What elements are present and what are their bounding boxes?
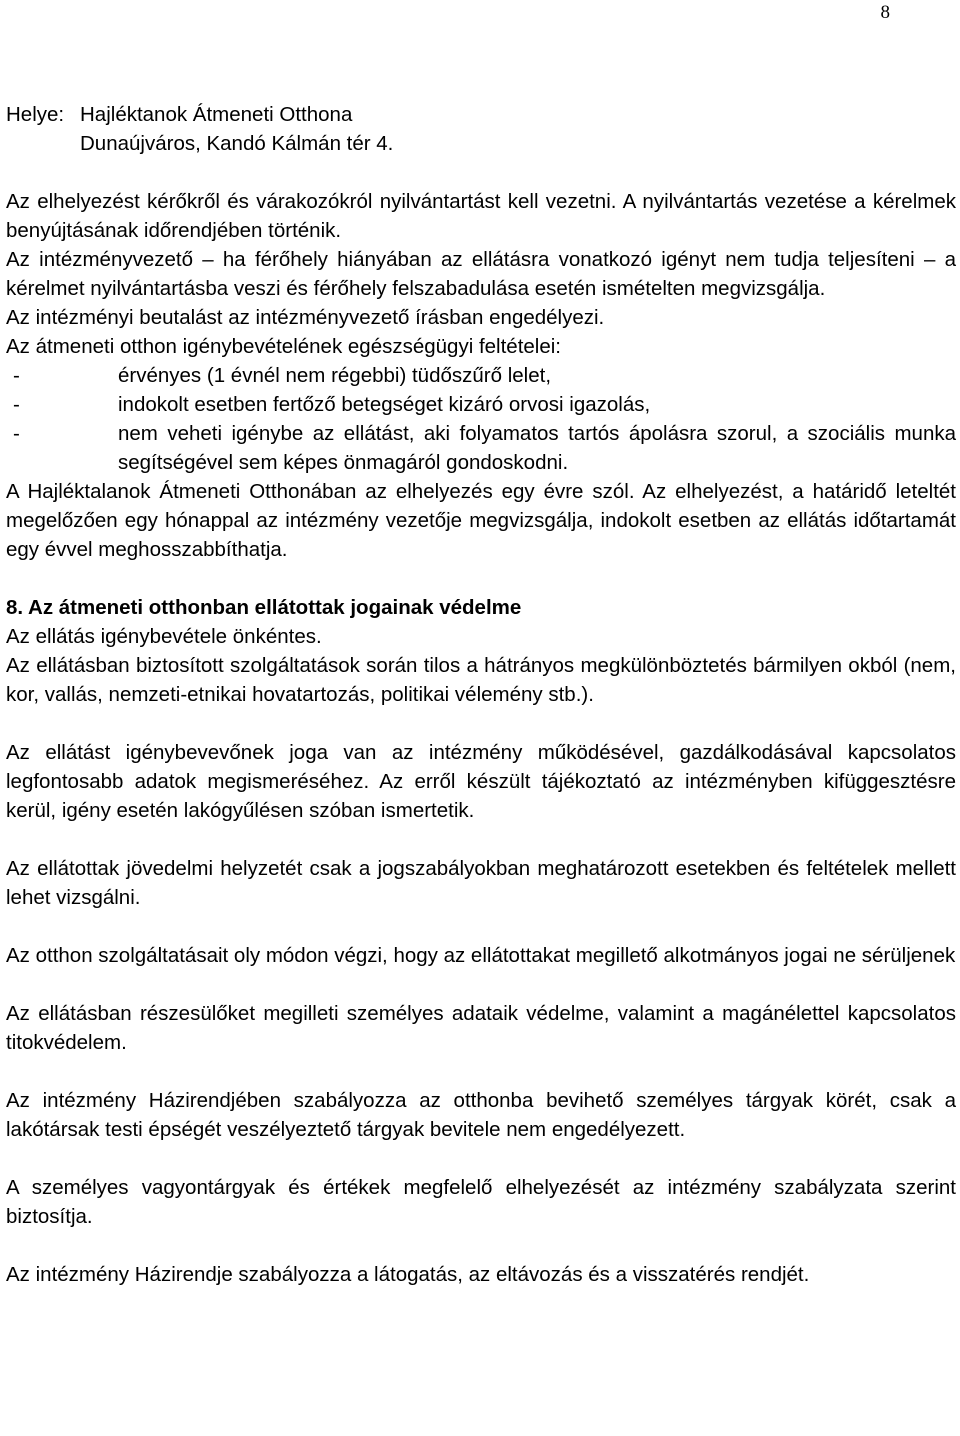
paragraph: Az ellátásban részesülőket megilleti személyes adataik védelme, valamint a magánélettel kapcsolatos titokvédelem.: [6, 1002, 956, 1054]
paragraph: Az intézmény Házirendjében szabályozza az otthonba bevihető személyes tárgyak körét, csak a lakótársak testi épségét veszélyeztető tárgyak bevitele nem engedélyezett.: [6, 1089, 956, 1141]
list-item-text: indokolt esetben fertőző betegséget kizáró orvosi igazolás,: [118, 393, 651, 416]
location-label: Helye:: [6, 103, 65, 126]
list-dash: -: [13, 393, 20, 416]
paragraph: A személyes vagyontárgyak és értékek megfelelő elhelyezését az intézmény szabályzata szerint biztosítja.: [6, 1176, 956, 1228]
paragraph: Az ellátásban biztosított szolgáltatások során tilos a hátrányos megkülönböztetés bármilyen okból (nem, kor, vallás, nemzeti-etnikai hovatartozás, politikai vélemény stb.).: [6, 654, 956, 706]
paragraph: Az ellátás igénybevétele önkéntes.: [6, 625, 322, 648]
page-number: 8: [880, 2, 890, 23]
paragraph: Az ellátottak jövedelmi helyzetét csak a jogszabályokban meghatározott esetekben és feltételek mellett lehet vizsgálni.: [6, 857, 956, 909]
list-item: [6, 390, 956, 419]
location-line: Hajléktanok Átmeneti Otthona: [80, 103, 353, 126]
paragraph: Az intézmény Házirendje szabályozza a látogatás, az eltávozás és a visszatérés rendjét.: [6, 1263, 810, 1286]
section-heading: 8. Az átmeneti otthonban ellátottak jogainak védelme: [6, 596, 522, 619]
document-body: [6, 100, 956, 1289]
list-dash: -: [13, 422, 20, 445]
paragraph: Az ellátást igénybevevőnek joga van az intézmény működésével, gazdálkodásával kapcsolatos legfontosabb adatok megismeréséhez. Az erről készült tájékoztató az intézményben kifüggesztésre kerül, igény esetén lakógyűlésen szóban ismertetik.: [6, 741, 956, 822]
list-item-text: nem veheti igénybe az ellátást, aki folyamatos tartós ápolásra szorul, a szociális munka segítségével sem képes önmagáról gondoskodni.: [118, 422, 956, 474]
location-block: [6, 100, 956, 158]
location-line: Dunaújváros, Kandó Kálmán tér 4.: [80, 132, 394, 155]
paragraph: Az intézményi beutalást az intézményvezető írásban engedélyezi.: [6, 306, 605, 329]
list-item: [6, 419, 956, 477]
list-item-text: érvényes (1 évnél nem régebbi) tüdőszűrő lelet,: [118, 364, 552, 387]
list-dash: -: [13, 364, 20, 387]
paragraph: Az átmeneti otthon igénybevételének egészségügyi feltételei:: [6, 335, 562, 358]
paragraph: Az intézményvezető – ha férőhely hiányában az ellátásra vonatkozó igényt nem tudja teljesíteni – a kérelmet nyilvántartásba veszi és férőhely felszabadulása esetén ismételten megvizsgálja.: [6, 248, 956, 300]
paragraph: Az otthon szolgáltatásait oly módon végzi, hogy az ellátottakat megillető alkotmányos jogai ne sérüljenek: [6, 944, 956, 967]
paragraph: Az elhelyezést kérőkről és várakozókról nyilvántartást kell vezetni. A nyilvántartás vezetése a kérelmek benyújtásának időrendjében történik.: [6, 190, 956, 242]
paragraph: A Hajléktalanok Átmeneti Otthonában az elhelyezés egy évre szól. Az elhelyezést, a határidő leteltét megelőzően egy hónappal az intézmény vezetője megvizsgálja, indokolt esetben az ellátás időtartamát egy évvel meghosszabbíthatja.: [6, 480, 956, 561]
conditions-list: [6, 361, 956, 477]
location-address: [80, 100, 393, 158]
list-item: [6, 361, 956, 390]
